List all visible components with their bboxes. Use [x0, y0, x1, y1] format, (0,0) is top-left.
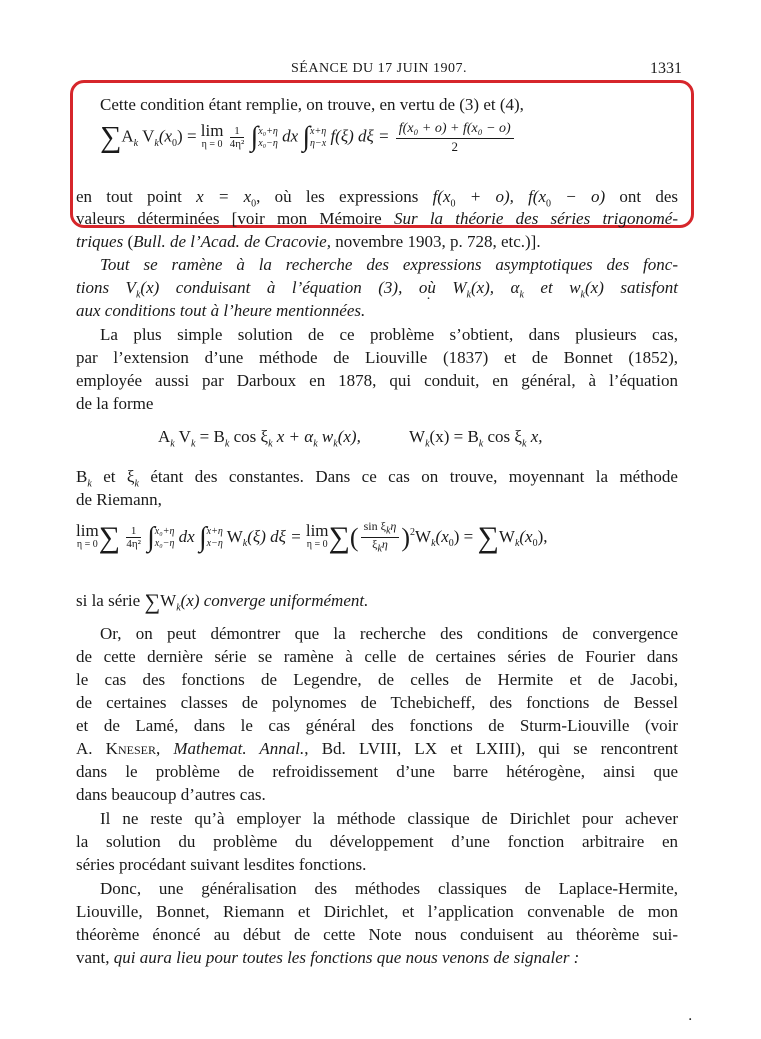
fraction: $\frac{\sin \xi_k\eta}{\xi_k\eta}$ [361, 520, 400, 556]
sum-symbol: ∑ [144, 589, 161, 615]
paragraph-line-20: A. Kneser, Mathemat. Annal., Bd. LVIII, LX et LXIII), qui se rencontrent [76, 739, 679, 758]
paragraph-line-29: vant, qui aura lieu pour toutes les fonctions que nous venons de signaler : [76, 948, 580, 967]
sum-symbol: ∑ [100, 120, 122, 154]
paragraph-line-6: tions $V_k(x)$ conduisant à l’équation (3), où $W_k(x)$, $\alpha_k$ et $w_k(x)$ satisfont [76, 278, 678, 301]
paragraph-line-28: théorème énoncé au début de cette Note nous conduisent au théorème sui- [76, 925, 678, 944]
header-title: SÉANCE DU 17 JUIN 1907. [291, 61, 467, 76]
paragraph-line-26: Donc, une généralisation des méthodes classiques de Laplace-Hermite, [100, 879, 678, 898]
paragraph-line-18: de certaines classes de polynomes de Tchebicheff, des fonctions de Bessel [76, 693, 678, 712]
paragraph-line-3: valeurs déterminées [voir mon Mémoire Sur la théorie des séries trigonomé- [76, 209, 678, 228]
paragraph-line-4: triques (Bull. de l’Acad. de Cracovie, novembre 1903, p. 728, etc.)]. [76, 232, 541, 251]
paragraph-line-24: la solution du problème du développement d’une fonction arbitraire en [76, 832, 678, 851]
paragraph-line-14: si la série $\sum W_k(x)$ converge uniformément. [76, 589, 369, 615]
formula-2: $A_k$ $V_k = B_k$ $\cos \xi_k$ $x + \alpha_k$ $w_k(x)$, $W_k(x) = B_k$ $\cos \xi_k$ x, [158, 427, 543, 450]
limit-operator: lim η = 0 [200, 120, 224, 150]
paragraph-line-22: dans beaucoup d’autres cas. [76, 785, 266, 804]
paragraph-line-19: et de Lamé, dans le cas général des fonctions de Sturm-Liouville (voir [76, 716, 678, 735]
paragraph-line-21: dans le problème de refroidissement d’une barre hétérogène, ainsi que [76, 762, 678, 781]
ink-speck: · [688, 1012, 693, 1028]
paragraph-line-10: employée aussi par Darboux en 1878, qui conduit, en général, à l’équation [76, 371, 678, 390]
paragraph-line-25: séries procédant suivant lesdites fonctions. [76, 855, 367, 874]
page-number: 1331 [650, 60, 682, 77]
paragraph-line-11: de la forme [76, 394, 154, 413]
paragraph-line-5: Tout se ramène à la recherche des expressions asymptotiques des fonc- [100, 255, 678, 274]
paragraph-line-8: La plus simple solution de ce problème s’obtient, dans plusieurs cas, [100, 325, 678, 344]
integral-symbol: ∫ [250, 121, 259, 153]
limit-operator: lim η = 0 [305, 520, 329, 550]
paragraph-line-2: en tout point $x = x_0$, où les expressions $f(x_0 + o)$, $f(x_0 - o)$ ont des [76, 187, 678, 210]
paragraph-line-7: aux conditions tout à l’heure mentionnées. [76, 301, 366, 320]
paragraph-line-27: Liouville, Bonnet, Riemann et Dirichlet, et l’application convenable de mon [76, 902, 678, 921]
fraction: $\frac{\text{f(x₀ + o) + f(x₀ − o)}}{2}$ [396, 120, 514, 155]
fraction: $\frac{1}{\text{4η²}}$ [126, 525, 141, 551]
formula-1: $\sum A_k$ $V_k(x_0) = \lim$ η = 0 $\frac{1}{\text{4η²}}$ ∫ x₀+η x₀−η dx ∫ x+η η−x f(ξ) dξ = $\frac{\text{f(x₀ + o) + f(x₀ − o)}}{2}$ [100, 120, 516, 155]
paragraph-line-23: Il ne reste qu’à employer la méthode classique de Dirichlet pour achever [100, 809, 678, 828]
paragraph-line-9: par l’extension d’une méthode de Liouville (1837) et de Bonnet (1852), [76, 348, 678, 367]
paragraph-line-13: de Riemann, [76, 490, 162, 509]
ink-speck: ˙ [425, 296, 432, 312]
paragraph-line-15: Or, on peut démontrer que la recherche des conditions de convergence [100, 624, 678, 643]
formula-3: lim η = 0 ∑ $\frac{1}{\text{4η²}}$ ∫ x₀+η x₀−η dx ∫ x+η x−η $W_k(\xi) d\xi = \lim$ η = 0 ∑( $\frac{\sin \xi_k\eta}{\xi_k\eta}$ )$^2W_k(x_0) = \sum W_k(x_0)$, [76, 519, 548, 555]
fraction: $\frac{1}{\text{4η²}}$ [229, 125, 245, 150]
running-header [76, 58, 682, 82]
integral-symbol: ∫ [198, 521, 207, 553]
limit-operator: lim η = 0 [76, 520, 99, 550]
integral-symbol: ∫ [302, 121, 311, 153]
paragraph-line-1: Cette condition étant remplie, on trouve, en vertu de (3) et (4), [100, 95, 524, 114]
paragraph-line-16: de cette dernière série se ramène à celle de certaines séries de Fourier dans [76, 647, 678, 666]
integral-symbol: ∫ [147, 521, 155, 553]
paragraph-line-12: $B_k$ et $\xi_k$ étant des constantes. Dans ce cas on trouve, moyennant la méthode [76, 467, 678, 490]
paragraph-line-17: le cas des fonctions de Legendre, de celles de Hermite et de Jacobi, [76, 670, 678, 689]
